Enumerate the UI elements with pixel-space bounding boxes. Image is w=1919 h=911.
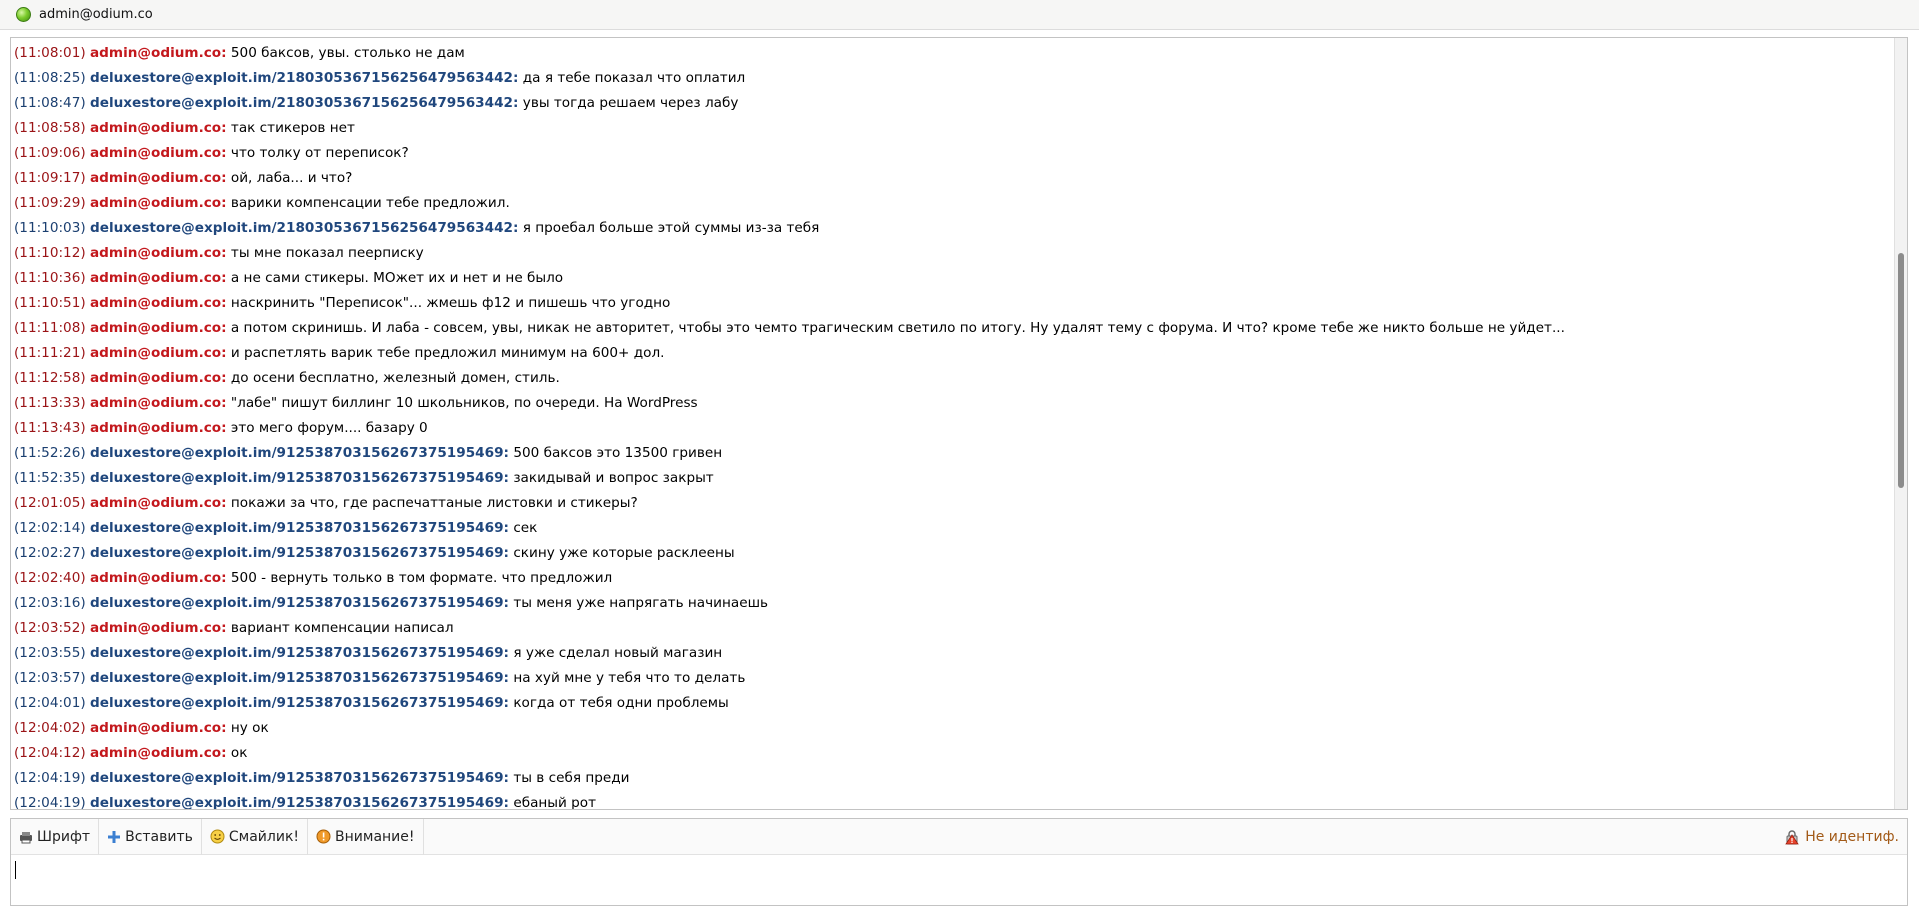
smiley-icon (210, 829, 225, 844)
message-sender: admin@odium.co: (90, 195, 227, 211)
composer (10, 818, 1908, 906)
message-sender: admin@odium.co: (90, 570, 227, 586)
message-timestamp: (11:13:43) (14, 420, 86, 436)
message-row (14, 591, 1891, 616)
message-row (14, 41, 1891, 66)
message-sender: deluxestore@exploit.im/912538703156267375195469: (90, 445, 509, 461)
message-sender: admin@odium.co: (90, 720, 227, 736)
message-sender: deluxestore@exploit.im/912538703156267375195469: (90, 645, 509, 661)
message-row (14, 266, 1891, 291)
message-sender: deluxestore@exploit.im/218030536715625647956344​2: (90, 220, 519, 236)
message-timestamp: (11:12:58) (14, 370, 86, 386)
message-sender: deluxestore@exploit.im/912538703156267375195469: (90, 770, 509, 786)
message-sender: admin@odium.co: (90, 320, 227, 336)
encryption-status-button[interactable] (1784, 829, 1907, 845)
message-row (14, 216, 1891, 241)
message-row (14, 166, 1891, 191)
message-row (14, 366, 1891, 391)
log-scrollbar[interactable] (1894, 38, 1907, 809)
message-row (14, 516, 1891, 541)
message-sender: deluxestore@exploit.im/912538703156267375195469: (90, 520, 509, 536)
message-sender: admin@odium.co: (90, 745, 227, 761)
smiley-button-label: Смайлик! (228, 828, 300, 845)
message-row (14, 466, 1891, 491)
message-timestamp: (11:10:51) (14, 295, 86, 311)
message-row (14, 666, 1891, 691)
message-row (14, 491, 1891, 516)
message-sender: deluxestore@exploit.im/912538703156267375195469: (90, 795, 509, 810)
message-row (14, 66, 1891, 91)
message-sender: admin@odium.co: (90, 420, 227, 436)
message-timestamp: (12:04:01) (14, 695, 86, 711)
message-text: "лабе" пишут биллинг 10 школьников, по очереди. На WordPress (230, 395, 698, 411)
message-sender: admin@odium.co: (90, 170, 227, 186)
message-text: скину уже которые расклеены (513, 545, 735, 561)
message-row (14, 691, 1891, 716)
message-timestamp: (11:10:03) (14, 220, 86, 236)
message-text: я уже сделал новый магазин (513, 645, 723, 661)
message-row (14, 91, 1891, 116)
message-timestamp: (12:03:57) (14, 670, 86, 686)
message-timestamp: (11:10:12) (14, 245, 86, 261)
message-timestamp: (12:04:12) (14, 745, 86, 761)
message-text: покажи за что, где распечаттаные листовки и стикеры? (230, 495, 638, 511)
message-text: а потом скринишь. И лаба - совсем, увы, никак не авторитет, чтобы это чемто трагическим светило по итогу. Ну удалят тему с форума. И что? кроме тебе же никто больше не уйдет... (230, 320, 1565, 336)
message-row (14, 541, 1891, 566)
message-sender: admin@odium.co: (90, 270, 227, 286)
message-text: а не сами стикеры. МОжет их и нет и не было (230, 270, 564, 286)
message-text: увы тогда решаем через лабу (522, 95, 739, 111)
message-text: и распетлять варик тебе предложил минимум на 600+ дол. (230, 345, 665, 361)
message-text: сек (513, 520, 538, 536)
message-row (14, 616, 1891, 641)
message-text: на хуй мне у тебя что то делать (513, 670, 746, 686)
message-sender: admin@odium.co: (90, 345, 227, 361)
message-text: 500 баксов, увы. столько не дам (230, 45, 465, 61)
composer-toolbar (11, 819, 1907, 855)
message-text: что толку от переписок? (230, 145, 409, 161)
text-caret (15, 861, 16, 879)
smiley-button[interactable] (202, 819, 308, 855)
message-row (14, 241, 1891, 266)
message-timestamp: (11:08:58) (14, 120, 86, 136)
message-timestamp: (11:11:08) (14, 320, 86, 336)
message-timestamp: (12:04:19) (14, 795, 86, 810)
message-row (14, 291, 1891, 316)
message-sender: admin@odium.co: (90, 295, 227, 311)
message-timestamp: (11:09:06) (14, 145, 86, 161)
message-timestamp: (11:10:36) (14, 270, 86, 286)
message-sender: admin@odium.co: (90, 370, 227, 386)
message-timestamp: (12:03:16) (14, 595, 86, 611)
message-sender: admin@odium.co: (90, 245, 227, 261)
message-row (14, 766, 1891, 791)
message-text: ну ок (230, 720, 269, 736)
message-text: так стикеров нет (230, 120, 355, 136)
font-button-label: Шрифт (37, 828, 91, 845)
message-row (14, 741, 1891, 766)
message-sender: admin@odium.co: (90, 45, 227, 61)
message-text: варики компенсации тебе предложил. (230, 195, 510, 211)
message-sender: deluxestore@exploit.im/912538703156267375195469: (90, 695, 509, 711)
message-text: наскринить "Переписок"... жмешь ф12 и пишешь что угодно (230, 295, 671, 311)
attention-icon (316, 829, 331, 844)
message-sender: admin@odium.co: (90, 495, 227, 511)
message-text: ой, лаба... и что? (230, 170, 353, 186)
message-row (14, 791, 1891, 810)
message-timestamp: (12:02:27) (14, 545, 86, 561)
message-timestamp: (12:04:19) (14, 770, 86, 786)
insert-button[interactable] (99, 819, 202, 855)
font-icon (19, 830, 33, 844)
attention-button[interactable] (308, 819, 423, 855)
font-button[interactable] (11, 819, 99, 855)
message-row (14, 641, 1891, 666)
message-sender: deluxestore@exploit.im/912538703156267375195469: (90, 545, 509, 561)
message-sender: deluxestore@exploit.im/218030536715625647956344​2: (90, 70, 519, 86)
message-text: это мего форум.... базару 0 (230, 420, 428, 436)
message-row (14, 716, 1891, 741)
contact-name: admin@odium.co (39, 7, 153, 22)
message-timestamp: (11:08:01) (14, 45, 86, 61)
message-text: ты меня уже напрягать начинаешь (513, 595, 769, 611)
message-timestamp: (12:04:02) (14, 720, 86, 736)
message-timestamp: (11:52:35) (14, 470, 86, 486)
message-sender: deluxestore@exploit.im/912538703156267375195469: (90, 470, 509, 486)
message-sender: deluxestore@exploit.im/218030536715625647956344​2: (90, 95, 519, 111)
message-text: 500 баксов это 13500 гривен (513, 445, 723, 461)
message-row (14, 341, 1891, 366)
message-timestamp: (11:52:26) (14, 445, 86, 461)
message-timestamp: (12:01:05) (14, 495, 86, 511)
message-text: ты мне показал пеерписку (230, 245, 424, 261)
message-row (14, 116, 1891, 141)
message-input[interactable] (11, 856, 1907, 905)
message-list (11, 38, 1891, 810)
message-timestamp: (12:02:40) (14, 570, 86, 586)
message-sender: deluxestore@exploit.im/912538703156267375195469: (90, 670, 509, 686)
message-text: 500 - вернуть только в том формате. что предложил (230, 570, 613, 586)
message-row (14, 391, 1891, 416)
message-sender: admin@odium.co: (90, 620, 227, 636)
message-sender: admin@odium.co: (90, 145, 227, 161)
unverified-lock-icon (1784, 829, 1800, 845)
message-sender: admin@odium.co: (90, 395, 227, 411)
message-timestamp: (11:09:17) (14, 170, 86, 186)
message-text: ебаный рот (513, 795, 597, 810)
message-sender: admin@odium.co: (90, 120, 227, 136)
message-text: до осени бесплатно, железный домен, стиль. (230, 370, 560, 386)
attention-button-label: Внимание! (335, 828, 415, 845)
message-text: вариант компенсации написал (230, 620, 454, 636)
message-text: ты в себя преди (513, 770, 630, 786)
message-row (14, 416, 1891, 441)
message-text: да я тебе показал что оплатил (522, 70, 746, 86)
message-timestamp: (12:03:52) (14, 620, 86, 636)
encryption-status-label: Не идентиф. (1805, 828, 1899, 845)
message-row (14, 191, 1891, 216)
message-row (14, 141, 1891, 166)
message-row (14, 316, 1891, 341)
message-timestamp: (12:02:14) (14, 520, 86, 536)
plus-icon (107, 830, 121, 844)
message-log[interactable] (10, 37, 1908, 810)
message-text: я проебал больше этой суммы из-за тебя (522, 220, 820, 236)
message-text: когда от тебя одни проблемы (513, 695, 729, 711)
message-sender: deluxestore@exploit.im/912538703156267375195469: (90, 595, 509, 611)
message-text: ок (230, 745, 248, 761)
online-status-icon (16, 7, 31, 22)
conversation-header (0, 0, 1919, 30)
message-row (14, 566, 1891, 591)
message-timestamp: (11:08:25) (14, 70, 86, 86)
message-timestamp: (11:11:21) (14, 345, 86, 361)
message-timestamp: (12:03:55) (14, 645, 86, 661)
message-text: закидывай и вопрос закрыт (513, 470, 714, 486)
log-scrollbar-thumb[interactable] (1898, 253, 1904, 488)
insert-button-label: Вставить (125, 828, 193, 845)
message-row (14, 441, 1891, 466)
message-timestamp: (11:13:33) (14, 395, 86, 411)
message-timestamp: (11:09:29) (14, 195, 86, 211)
message-timestamp: (11:08:47) (14, 95, 86, 111)
